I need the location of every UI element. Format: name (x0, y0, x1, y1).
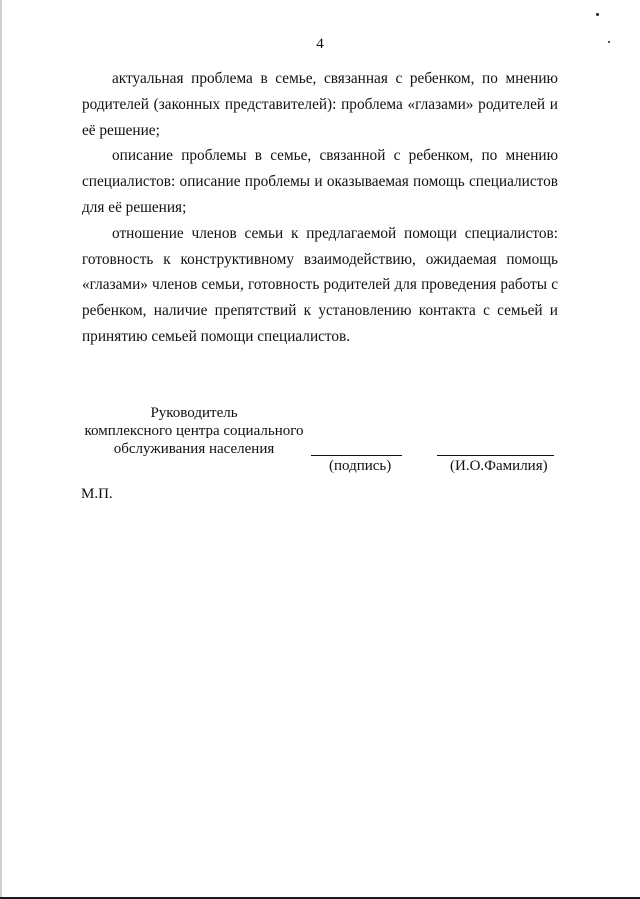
position-line: Руководитель (150, 405, 238, 421)
scan-speck (596, 13, 599, 16)
position-line: комплексного центра социального (84, 423, 304, 439)
stamp-place-label: М.П. (81, 486, 113, 502)
signatory-position (78, 404, 310, 458)
name-line (437, 455, 554, 456)
page-number: 4 (316, 36, 324, 52)
signature-caption: (подпись) (329, 458, 392, 474)
name-caption: (И.О.Фамилия) (450, 458, 548, 474)
paragraph-specialists-description: описание проблемы в семье, связанной с ребенком, по мнению специалистов: описание проблемы и оказываемая помощь специалистов для её решения; (82, 147, 558, 216)
paragraph-family-attitude: отношение членов семьи к предлагаемой помощи специалистов: готовность к конструктивному взаимодействию, ожидаемая помощь «глазами» членов семьи, готовность родителей для проведения работы с ребенком, наличие препятствий к установлению контакта с семьей и принятию семьей помощи специалистов. (82, 224, 558, 345)
signature-line (311, 455, 402, 456)
document-body (82, 66, 558, 350)
position-line: обслуживания населения (113, 441, 275, 457)
scan-left-edge (0, 0, 2, 899)
paragraph-current-problem: актуальная проблема в семье, связанная с ребенком, по мнению родителей (законных представителей): проблема «глазами» родителей и её решение; (82, 70, 558, 139)
